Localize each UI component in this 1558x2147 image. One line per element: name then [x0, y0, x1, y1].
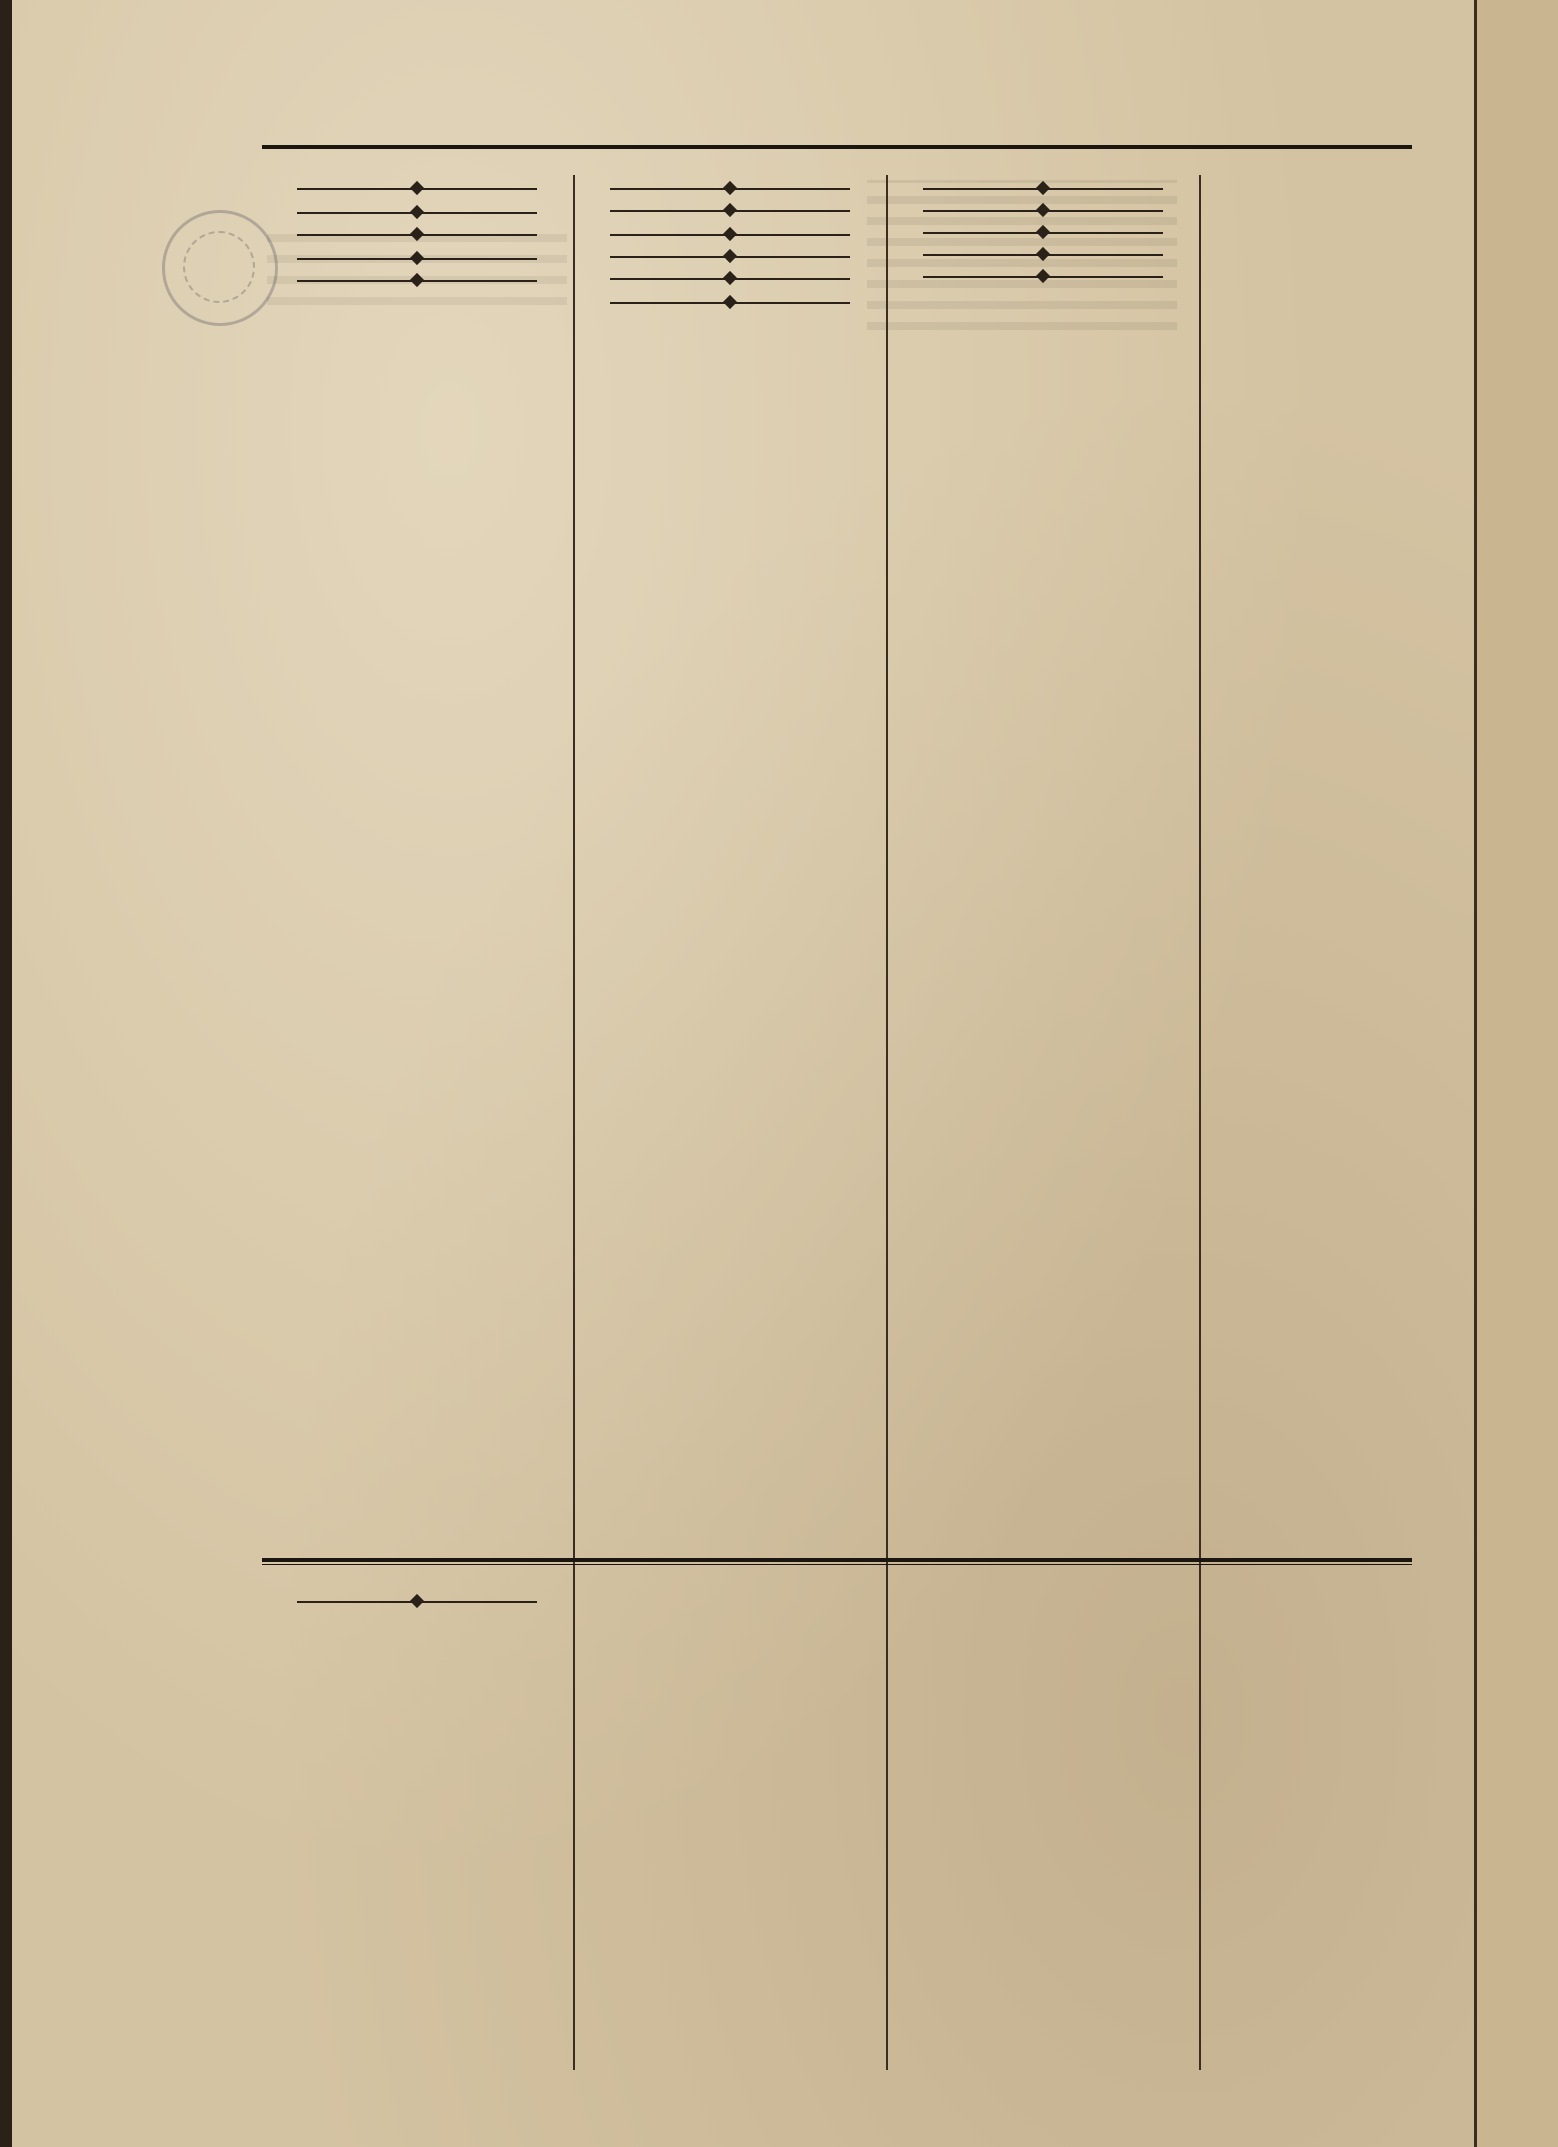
separator	[297, 205, 537, 221]
column-3	[893, 175, 1193, 291]
folhetim-column-4	[1206, 1580, 1474, 1582]
column-rule	[886, 175, 888, 1710]
separator	[297, 227, 537, 243]
separator	[610, 181, 850, 197]
column-rule	[1199, 175, 1201, 1710]
separator	[610, 227, 850, 243]
separator	[923, 181, 1163, 197]
separator	[923, 269, 1163, 285]
newspaper-page	[12, 0, 1474, 2147]
separator	[297, 273, 537, 289]
separator	[610, 203, 850, 219]
separator	[297, 181, 537, 197]
separator	[923, 247, 1163, 263]
separator	[923, 225, 1163, 241]
separator	[610, 295, 850, 311]
header-rule	[262, 145, 1412, 149]
column-1	[267, 175, 567, 295]
separator	[297, 1594, 537, 1610]
separator	[297, 251, 537, 267]
column-rule	[573, 175, 575, 1710]
separator	[923, 203, 1163, 219]
column-4	[1206, 175, 1474, 185]
library-stamp	[162, 210, 278, 326]
column-rule	[1199, 1580, 1201, 2070]
folhetim-column-2	[580, 1580, 880, 1582]
separator	[610, 249, 850, 265]
folhetim-column-1	[267, 1580, 567, 1622]
adjacent-page-edge	[1474, 0, 1558, 2147]
column-rule	[573, 1580, 575, 2070]
separator	[610, 271, 850, 287]
folhetim-column-3	[893, 1580, 1193, 1582]
column-2	[580, 175, 880, 317]
page-header	[252, 95, 1417, 125]
serial-divider	[262, 1558, 1412, 1562]
serial-divider-thin	[262, 1564, 1412, 1565]
column-rule	[886, 1580, 888, 2070]
